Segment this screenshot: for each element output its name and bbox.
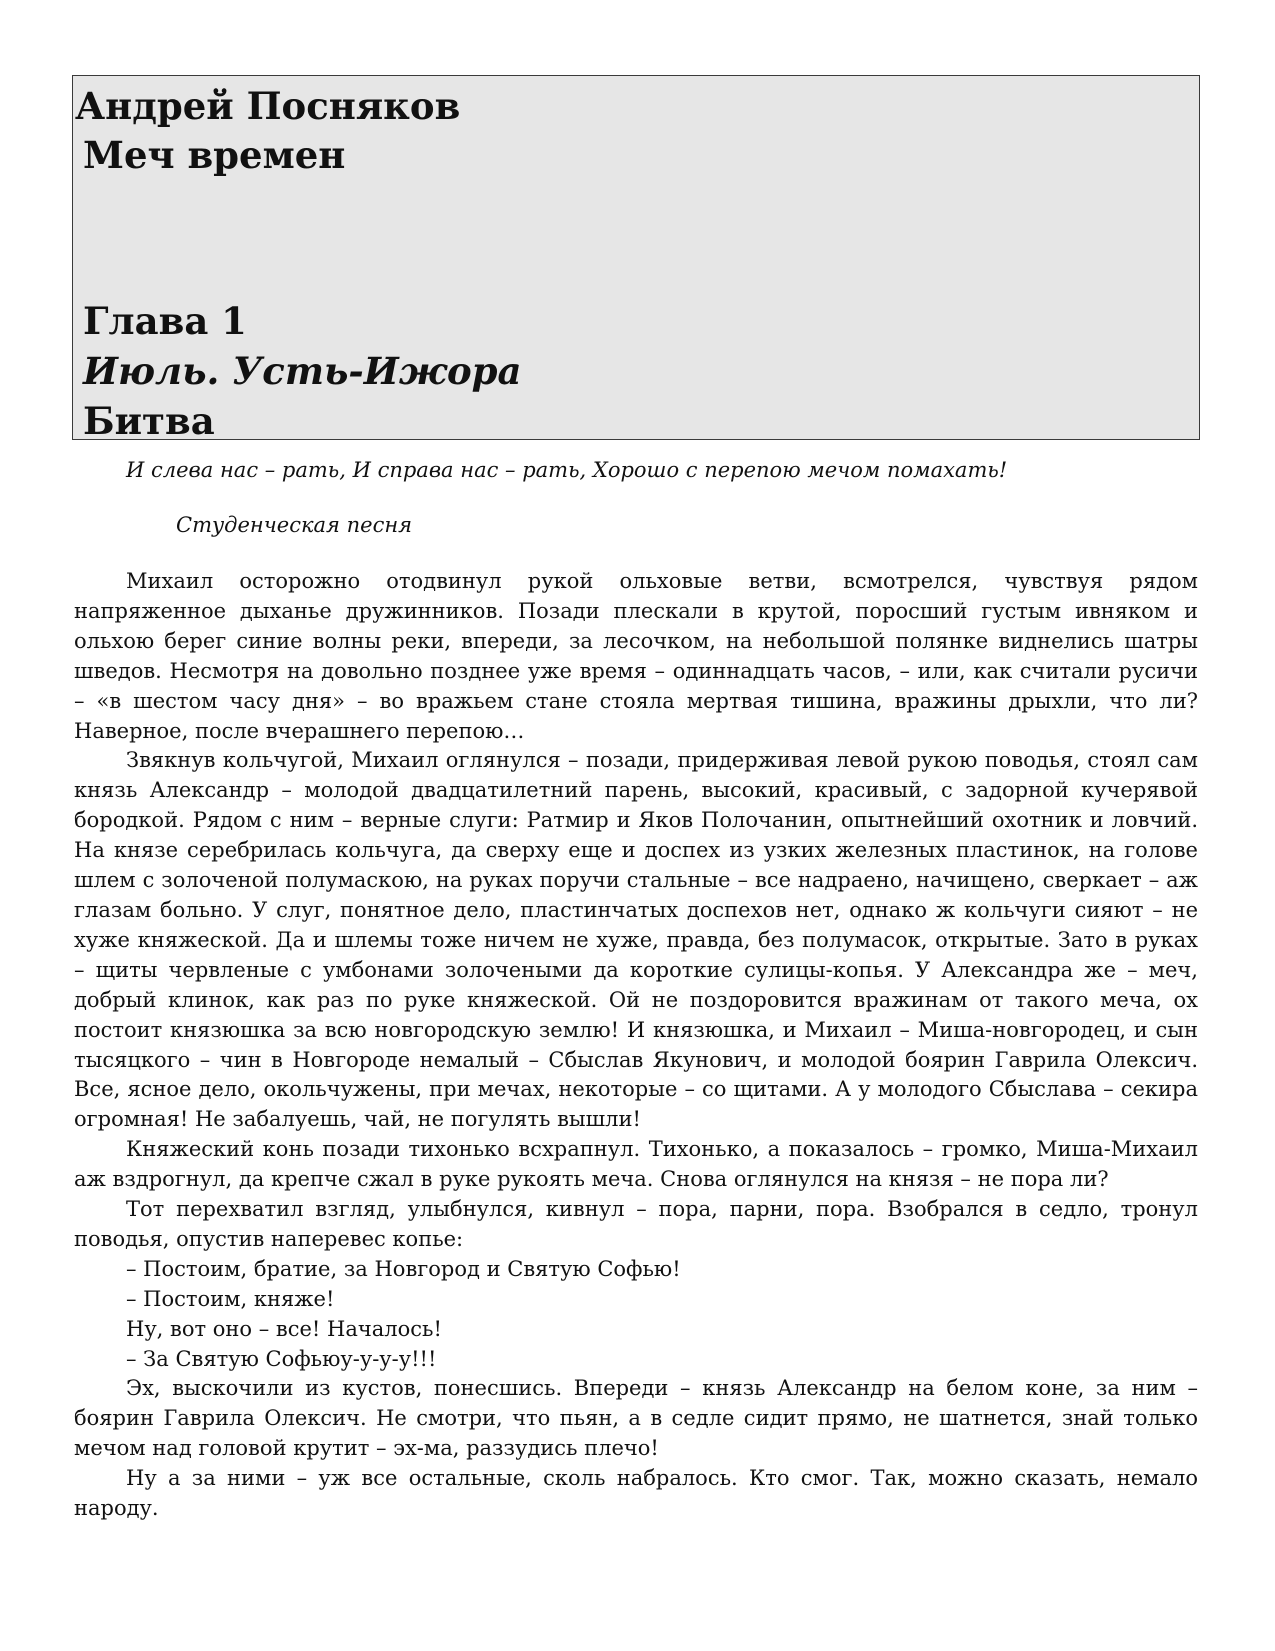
body-text xyxy=(74,567,1198,1524)
paragraph: Михаил осторожно отодвинул рукой ольховые ветви, всмотрелся, чувствуя рядом напряженное дыханье дружинников. Позади плескали в крутой, поросший густым ивняком и ольхою берег синие волны реки, впереди, за лесочком, на небольшой полянке виднелись шатры шведов. Несмотря на довольно позднее уже время – одиннадцать часов, – или, как считали русичи – «в шестом часу дня» – во вражьем стане стояла мертвая тишина, вражины дрыхли, что ли? Наверное, после вчерашнего перепою… xyxy=(74,569,1198,743)
paragraph: Тот перехватил взгляд, улыбнулся, кивнул – пора, парни, пора. Взобрался в седло, тронул поводья, опустив наперевес копье: xyxy=(74,1197,1198,1251)
chapter-header xyxy=(72,75,1200,443)
paragraph: Ну, вот оно – все! Началось! xyxy=(126,1316,442,1341)
chapter-subtitle: Июль. Усть-Ижора xyxy=(83,349,522,393)
epigraph-source: Студенческая песня xyxy=(176,513,413,537)
paragraph: Княжеский конь позади тихонько всхрапнул. Тихонько, а показалось – громко, Миша-Михаил аж вздрогнул, да крепче сжал в руке рукоять меча. Снова оглянулся на князя – не пора ли? xyxy=(74,1137,1198,1192)
section-title: Битва xyxy=(83,399,215,443)
paragraph: Звякнув кольчугой, Михаил оглянулся – позади, придерживая левой рукою поводья, стоял сам князь Александр – молодой двадцатилетний парень, высокий, красивый, с задорной кучерявой бородкой. Рядом с ним – верные слуги: Ратмир и Яков Полочанин, опытнейший охотник и ловчий. На князе серебрилась кольчуга, да сверху еще и доспех из узких железных пластинок, на голове шлем с золоченой полумаскою, на руках поручи стальные – все надраено, начищено, сверкает – аж глазам больно. У слуг, понятное дело, пластинчатых доспехов нет, однако ж кольчуги сияют – не хуже княжеской. Да и шлемы тоже ничем не хуже, правда, без полумасок, открытые. Зато в руках – щиты червленые с умбонами золочеными да короткие сулицы-копья. У Александра же – меч, добрый клинок, как раз по руке княжеской. Ой не поздоровится вражинам от такого меча, ох постоит князюшка за всю новгородскую землю! И князюшка, и Михаил – Миша-новгородец, и сын тысяцкого – чин в Новгороде немалый – Сбыслав Якунович, и молодой боярин Гаврила Олексич. Все, ясное дело, окольчужены, при мечах, некоторые – со щитами. А у молодого Сбыслава – секира огромная! Не забалуешь, чай, не погулять вышли! xyxy=(74,748,1198,1132)
epigraph-text: И слева нас – рать, И справа нас – рать, Хорошо с перепою мечом помахать! xyxy=(126,458,1008,482)
dialogue-line: – Постоим, княже! xyxy=(126,1286,335,1311)
dialogue-line: – За Святую Софьюу-у-у-у!!! xyxy=(126,1346,437,1371)
paragraph: Ну а за ними – уж все остальные, сколь набралось. Кто смог. Так, можно сказать, немало народу. xyxy=(74,1466,1198,1521)
book-title: Меч времен xyxy=(83,133,346,177)
chapter-number: Глава 1 xyxy=(83,299,247,343)
dialogue-line: – Постоим, братие, за Новгород и Святую Софью! xyxy=(126,1256,681,1281)
author-name: Андрей Посняков xyxy=(75,84,461,128)
paragraph: Эх, выскочили из кустов, понесшись. Впереди – князь Александр на белом коне, за ним – боярин Гаврила Олексич. Не смотри, что пьян, а в седле сидит прямо, не шатнется, знай только мечом над головой крутит – эх-ма, раззудись плечо! xyxy=(74,1376,1198,1461)
